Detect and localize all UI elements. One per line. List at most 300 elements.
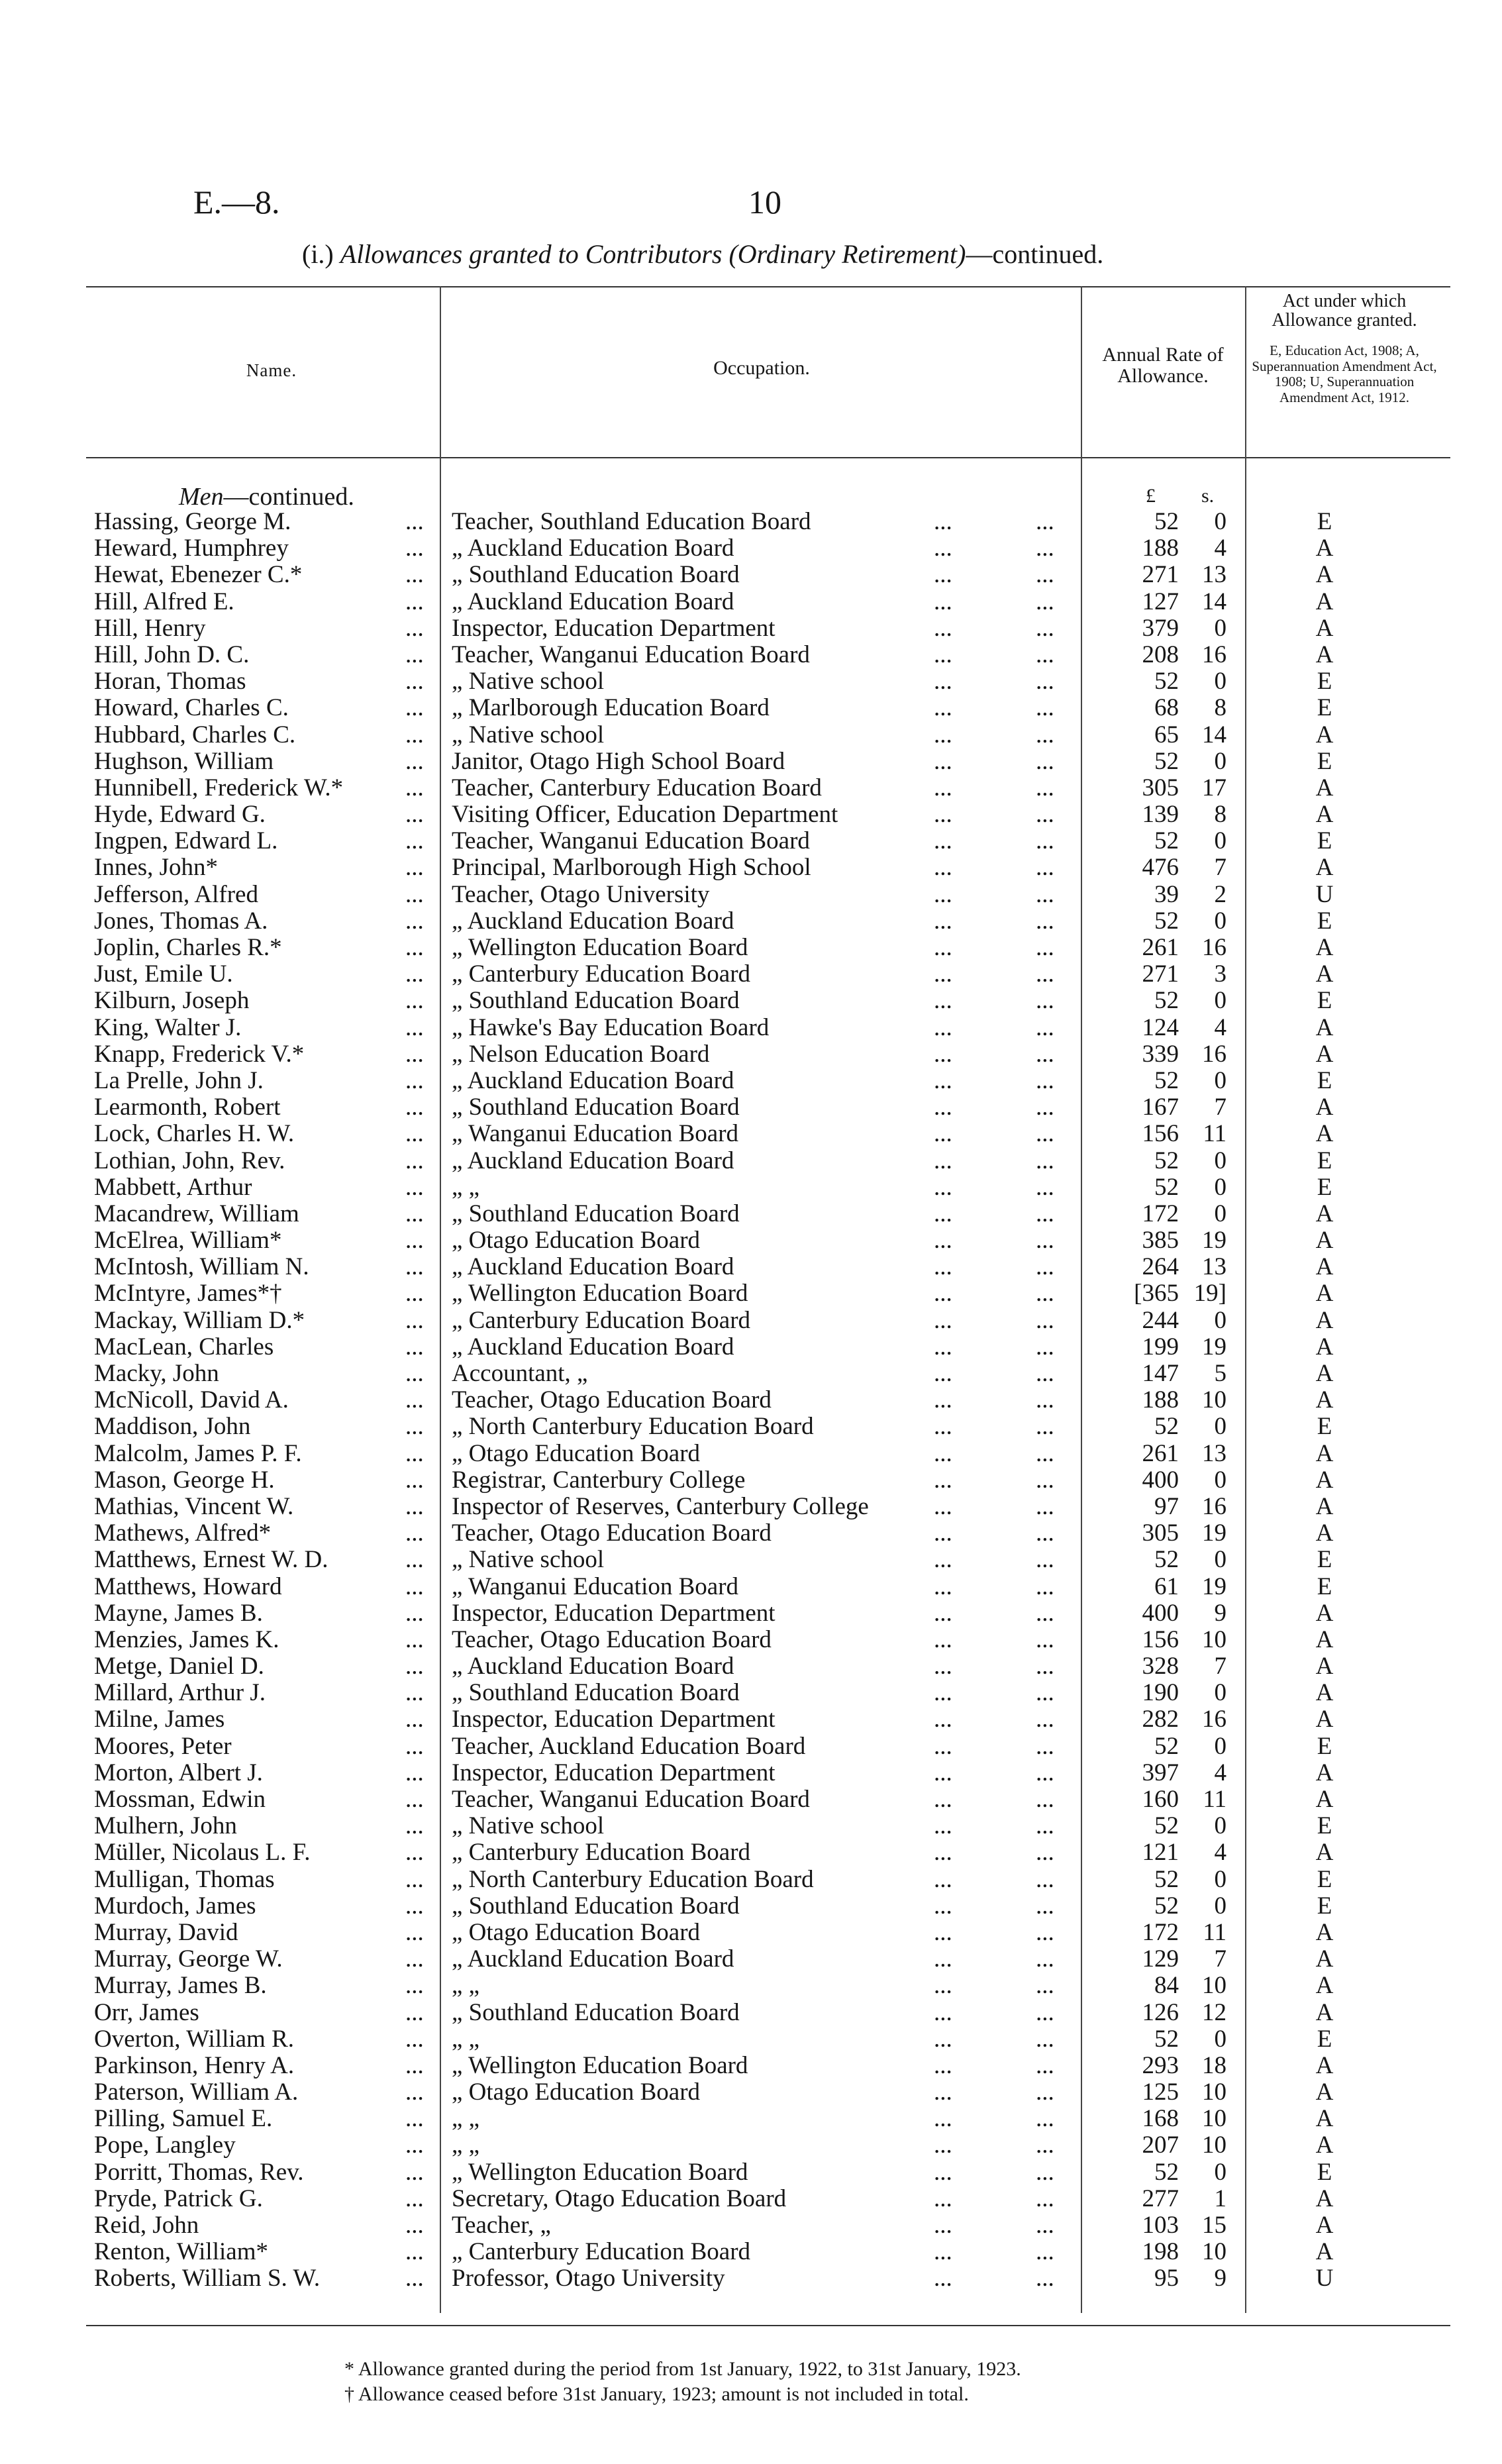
row-name: Maddison, John xyxy=(94,1413,251,1441)
column-header-occupation: Occupation. xyxy=(713,357,810,379)
row-act: A xyxy=(1315,641,1334,668)
row-name: MacLean, Charles xyxy=(94,1333,274,1360)
row-rate-shillings: 7 xyxy=(1214,854,1227,882)
leader-dots: ... xyxy=(1036,2051,1054,2079)
row-rate-shillings: 0 xyxy=(1214,1306,1227,1334)
row-rate-shillings: 4 xyxy=(1214,535,1227,562)
leader-dots: ... xyxy=(405,1998,424,2026)
row-name: Mulligan, Thomas xyxy=(94,1865,275,1893)
row-name: Heward, Humphrey xyxy=(94,535,289,562)
leader-dots: ... xyxy=(934,934,952,961)
leader-dots: ... xyxy=(405,1572,424,1600)
row-name: Hill, Alfred E. xyxy=(94,588,234,615)
row-rate-pounds: 52 xyxy=(1154,1147,1179,1174)
row-rate-pounds: 127 xyxy=(1142,588,1179,615)
row-act: U xyxy=(1315,880,1334,908)
row-rate-pounds: 400 xyxy=(1142,1466,1179,1494)
row-name: Overton, William R. xyxy=(94,2025,295,2053)
row-name: Mackay, William D.* xyxy=(94,1306,305,1334)
row-occupation: „ Native school xyxy=(452,668,605,695)
leader-dots: ... xyxy=(934,1147,952,1174)
row-name: Murray, David xyxy=(94,1918,238,1946)
report-reference: E.—8. xyxy=(193,183,280,221)
leader-dots: ... xyxy=(1036,1040,1054,1068)
row-rate-shillings: 0 xyxy=(1214,907,1227,935)
row-name: Porritt, Thomas, Rev. xyxy=(94,2158,304,2186)
row-rate-shillings: 4 xyxy=(1214,1839,1227,1867)
table-row xyxy=(0,2106,1502,2132)
table-body xyxy=(0,509,1502,2292)
table-row xyxy=(0,615,1502,642)
leader-dots: ... xyxy=(405,1227,424,1255)
leader-dots: ... xyxy=(405,880,424,908)
row-rate-shillings: 10 xyxy=(1202,1386,1227,1414)
row-name: Morton, Albert J. xyxy=(94,1759,263,1786)
table-row xyxy=(0,1360,1502,1387)
row-rate-pounds: 167 xyxy=(1142,1094,1179,1121)
row-rate-pounds: 198 xyxy=(1142,2238,1179,2266)
leader-dots: ... xyxy=(934,1918,952,1946)
leader-dots: ... xyxy=(1036,2079,1054,2106)
row-rate-shillings: 7 xyxy=(1214,1094,1227,1121)
table-row xyxy=(0,1547,1502,1573)
leader-dots: ... xyxy=(405,1066,424,1094)
table-row xyxy=(0,1520,1502,1547)
row-name: Jones, Thomas A. xyxy=(94,907,268,935)
leader-dots: ... xyxy=(1036,535,1054,562)
row-act: A xyxy=(1315,1945,1334,1973)
row-rate-pounds: 160 xyxy=(1142,1786,1179,1813)
row-occupation: „ Auckland Education Board xyxy=(452,1147,734,1174)
leader-dots: ... xyxy=(934,2238,952,2266)
row-occupation: „ Auckland Education Board xyxy=(452,1333,734,1360)
leader-dots: ... xyxy=(1036,1066,1054,1094)
row-rate-pounds: 52 xyxy=(1154,747,1179,775)
row-rate-pounds: 261 xyxy=(1142,934,1179,961)
leader-dots: ... xyxy=(934,2158,952,2186)
row-act: A xyxy=(1315,1280,1334,1308)
table-row xyxy=(0,2053,1502,2079)
row-name: Horan, Thomas xyxy=(94,668,246,695)
leader-dots: ... xyxy=(405,2212,424,2239)
table-row xyxy=(0,1334,1502,1360)
leader-dots: ... xyxy=(405,827,424,855)
leader-dots: ... xyxy=(934,1706,952,1733)
table-row xyxy=(0,882,1502,908)
row-rate-pounds: 52 xyxy=(1154,987,1179,1015)
leader-dots: ... xyxy=(934,1040,952,1068)
leader-dots: ... xyxy=(934,1653,952,1680)
table-row xyxy=(0,854,1502,881)
footnote-asterisk: * Allowance granted during the period from 1st January, 1922, to 31st January, 1923. xyxy=(344,2358,1021,2380)
leader-dots: ... xyxy=(1036,1519,1054,1547)
leader-dots: ... xyxy=(405,1732,424,1760)
row-occupation: „ Wanganui Education Board xyxy=(452,1120,739,1148)
leader-dots: ... xyxy=(405,2184,424,2212)
row-name: Renton, William* xyxy=(94,2238,268,2266)
row-rate-pounds: 385 xyxy=(1142,1227,1179,1255)
row-act: E xyxy=(1317,1173,1332,1201)
leader-dots: ... xyxy=(934,561,952,589)
row-act: A xyxy=(1315,1013,1334,1041)
table-row xyxy=(0,775,1502,801)
row-rate-pounds: 84 xyxy=(1154,1972,1179,2000)
row-rate-shillings: 16 xyxy=(1202,1040,1227,1068)
table-row xyxy=(0,1041,1502,1068)
row-occupation: „ „ xyxy=(452,1972,480,2000)
table-row xyxy=(0,1227,1502,1254)
row-rate-shillings: 15 xyxy=(1202,2212,1227,2239)
row-rate-shillings: 7 xyxy=(1214,1945,1227,1973)
row-act: A xyxy=(1315,2131,1334,2159)
row-name: Ingpen, Edward L. xyxy=(94,827,278,855)
row-act: E xyxy=(1317,907,1332,935)
leader-dots: ... xyxy=(1036,508,1054,535)
row-rate-shillings: 5 xyxy=(1214,1360,1227,1387)
leader-dots: ... xyxy=(934,2265,952,2292)
leader-dots: ... xyxy=(934,1732,952,1760)
leader-dots: ... xyxy=(934,1812,952,1840)
leader-dots: ... xyxy=(1036,1227,1054,1255)
row-rate-shillings: 14 xyxy=(1202,588,1227,615)
row-rate-pounds: 126 xyxy=(1142,1998,1179,2026)
row-occupation: „ Native school xyxy=(452,1812,605,1840)
leader-dots: ... xyxy=(405,1253,424,1281)
row-rate-shillings: 0 xyxy=(1214,1200,1227,1227)
row-rate-pounds: 68 xyxy=(1154,694,1179,722)
row-act: U xyxy=(1315,2265,1334,2292)
leader-dots: ... xyxy=(934,508,952,535)
table-row xyxy=(0,1706,1502,1733)
row-rate-pounds: [365 xyxy=(1134,1280,1179,1308)
table-row xyxy=(0,1893,1502,1920)
row-act: E xyxy=(1317,508,1332,535)
leader-dots: ... xyxy=(1036,1706,1054,1733)
row-rate-shillings: 10 xyxy=(1202,2105,1227,2133)
row-rate-pounds: 172 xyxy=(1142,1918,1179,1946)
row-rate-shillings: 11 xyxy=(1203,1120,1227,1148)
leader-dots: ... xyxy=(934,1013,952,1041)
caption-title: Allowances granted to Contributors (Ordinary Retirement) xyxy=(340,239,966,269)
row-occupation: „ Wellington Education Board xyxy=(452,2158,748,2186)
leader-dots: ... xyxy=(405,1280,424,1308)
row-rate-shillings: 0 xyxy=(1214,1466,1227,1494)
row-name: Mossman, Edwin xyxy=(94,1786,266,1813)
section-label-men: Men xyxy=(179,483,224,511)
row-act: E xyxy=(1317,668,1332,695)
row-occupation: „ Nelson Education Board xyxy=(452,1040,710,1068)
leader-dots: ... xyxy=(1036,1786,1054,1813)
leader-dots: ... xyxy=(1036,2212,1054,2239)
leader-dots: ... xyxy=(1036,1998,1054,2026)
leader-dots: ... xyxy=(934,694,952,722)
leader-dots: ... xyxy=(934,1972,952,2000)
leader-dots: ... xyxy=(1036,1439,1054,1467)
leader-dots: ... xyxy=(934,880,952,908)
row-rate-shillings: 8 xyxy=(1214,694,1227,722)
row-name: Pilling, Samuel E. xyxy=(94,2105,273,2133)
row-act: A xyxy=(1315,2184,1334,2212)
row-occupation: „ Southland Education Board xyxy=(452,1094,740,1121)
row-rate-shillings: 11 xyxy=(1203,1786,1227,1813)
row-rate-pounds: 125 xyxy=(1142,2079,1179,2106)
row-rate-pounds: 103 xyxy=(1142,2212,1179,2239)
row-rate-pounds: 188 xyxy=(1142,535,1179,562)
leader-dots: ... xyxy=(1036,1413,1054,1441)
table-row xyxy=(0,1733,1502,1760)
leader-dots: ... xyxy=(405,1147,424,1174)
row-rate-shillings: 0 xyxy=(1214,987,1227,1015)
leader-dots: ... xyxy=(405,774,424,801)
leader-dots: ... xyxy=(405,1839,424,1867)
row-rate-pounds: 305 xyxy=(1142,774,1179,801)
row-name: Mabbett, Arthur xyxy=(94,1173,252,1201)
leader-dots: ... xyxy=(405,1706,424,1733)
caption-suffix: —continued. xyxy=(966,239,1104,269)
row-act: A xyxy=(1315,1706,1334,1733)
leader-dots: ... xyxy=(1036,1572,1054,1600)
leader-dots: ... xyxy=(1036,2184,1054,2212)
leader-dots: ... xyxy=(934,668,952,695)
leader-dots: ... xyxy=(1036,1173,1054,1201)
row-occupation: „ Canterbury Education Board xyxy=(452,2238,751,2266)
table-row xyxy=(0,801,1502,828)
table-caption xyxy=(302,238,1229,270)
row-act: A xyxy=(1315,1200,1334,1227)
leader-dots: ... xyxy=(405,561,424,589)
row-rate-shillings: 19] xyxy=(1193,1280,1227,1308)
row-occupation: „ „ xyxy=(452,2131,480,2159)
row-act: A xyxy=(1315,1759,1334,1786)
row-act: A xyxy=(1315,1519,1334,1547)
leader-dots: ... xyxy=(1036,747,1054,775)
table-row xyxy=(0,1280,1502,1307)
leader-dots: ... xyxy=(405,2158,424,2186)
leader-dots: ... xyxy=(1036,588,1054,615)
leader-dots: ... xyxy=(934,2025,952,2053)
leader-dots: ... xyxy=(405,588,424,615)
row-occupation: Teacher, Southland Education Board xyxy=(452,508,811,535)
row-rate-shillings: 9 xyxy=(1214,1599,1227,1627)
leader-dots: ... xyxy=(1036,1546,1054,1574)
table-row xyxy=(0,1627,1502,1653)
row-act: A xyxy=(1315,934,1334,961)
table-row xyxy=(0,1148,1502,1174)
row-occupation: „ Wellington Education Board xyxy=(452,1280,748,1308)
leader-dots: ... xyxy=(405,1945,424,1973)
unit-pounds: £ xyxy=(1146,485,1156,507)
leader-dots: ... xyxy=(405,1759,424,1786)
row-name: Kilburn, Joseph xyxy=(94,987,250,1015)
table-row xyxy=(0,1121,1502,1147)
leader-dots: ... xyxy=(1036,694,1054,722)
table-row xyxy=(0,2026,1502,2053)
row-occupation: „ Native school xyxy=(452,1546,605,1574)
leader-dots: ... xyxy=(1036,1972,1054,2000)
row-occupation: Teacher, Otago Education Board xyxy=(452,1625,772,1653)
leader-dots: ... xyxy=(405,1360,424,1387)
leader-dots: ... xyxy=(934,1679,952,1707)
row-name: Reid, John xyxy=(94,2212,199,2239)
row-occupation: „ Auckland Education Board xyxy=(452,1945,734,1973)
row-rate-shillings: 10 xyxy=(1202,1625,1227,1653)
row-act: E xyxy=(1317,1147,1332,1174)
leader-dots: ... xyxy=(405,1120,424,1148)
row-rate-shillings: 16 xyxy=(1202,934,1227,961)
leader-dots: ... xyxy=(934,1094,952,1121)
row-act: A xyxy=(1315,2079,1334,2106)
row-occupation: „ Auckland Education Board xyxy=(452,535,734,562)
row-name: King, Walter J. xyxy=(94,1013,242,1041)
row-rate-pounds: 244 xyxy=(1142,1306,1179,1334)
table-row xyxy=(0,2132,1502,2159)
table-row xyxy=(0,1068,1502,1094)
row-rate-shillings: 18 xyxy=(1202,2051,1227,2079)
row-occupation: Teacher, Wanganui Education Board xyxy=(452,827,810,855)
row-act: E xyxy=(1317,827,1332,855)
leader-dots: ... xyxy=(934,1253,952,1281)
leader-dots: ... xyxy=(934,1173,952,1201)
leader-dots: ... xyxy=(934,1492,952,1520)
table-row xyxy=(0,1494,1502,1520)
table-row xyxy=(0,2265,1502,2292)
table-row xyxy=(0,589,1502,615)
row-act: E xyxy=(1317,1572,1332,1600)
row-occupation: Teacher, „ xyxy=(452,2212,551,2239)
row-act: E xyxy=(1317,1413,1332,1441)
row-rate-shillings: 2 xyxy=(1214,880,1227,908)
row-rate-pounds: 199 xyxy=(1142,1333,1179,1360)
row-name: Mathews, Alfred* xyxy=(94,1519,272,1547)
row-act: A xyxy=(1315,721,1334,748)
leader-dots: ... xyxy=(934,1227,952,1255)
leader-dots: ... xyxy=(934,1625,952,1653)
row-rate-shillings: 8 xyxy=(1214,801,1227,829)
row-act: A xyxy=(1315,1094,1334,1121)
row-name: Hassing, George M. xyxy=(94,508,291,535)
row-rate-shillings: 0 xyxy=(1214,508,1227,535)
row-rate-pounds: 282 xyxy=(1142,1706,1179,1733)
row-rate-pounds: 52 xyxy=(1154,2025,1179,2053)
leader-dots: ... xyxy=(405,508,424,535)
table-row xyxy=(0,668,1502,695)
leader-dots: ... xyxy=(1036,1306,1054,1334)
leader-dots: ... xyxy=(1036,1120,1054,1148)
row-name: McIntyre, James*† xyxy=(94,1280,282,1308)
table-row xyxy=(0,748,1502,775)
leader-dots: ... xyxy=(405,2051,424,2079)
leader-dots: ... xyxy=(1036,960,1054,988)
row-occupation: „ Southland Education Board xyxy=(452,561,740,589)
table-row xyxy=(0,2000,1502,2026)
table-row xyxy=(0,1441,1502,1467)
row-rate-shillings: 16 xyxy=(1202,1492,1227,1520)
table-row xyxy=(0,642,1502,668)
table-row xyxy=(0,2159,1502,2186)
leader-dots: ... xyxy=(405,2105,424,2133)
column-header-act: Act under which Allowance granted. xyxy=(1272,291,1417,331)
leader-dots: ... xyxy=(1036,774,1054,801)
row-occupation: „ Otago Education Board xyxy=(452,1227,701,1255)
leader-dots: ... xyxy=(1036,2158,1054,2186)
leader-dots: ... xyxy=(934,1466,952,1494)
row-rate-pounds: 129 xyxy=(1142,1945,1179,1973)
table-row xyxy=(0,1920,1502,1946)
table-row xyxy=(0,2239,1502,2265)
row-rate-shillings: 13 xyxy=(1202,561,1227,589)
row-rate-shillings: 0 xyxy=(1214,1413,1227,1441)
row-act: A xyxy=(1315,1653,1334,1680)
leader-dots: ... xyxy=(934,960,952,988)
row-act: A xyxy=(1315,1972,1334,2000)
row-rate-pounds: 207 xyxy=(1142,2131,1179,2159)
leader-dots: ... xyxy=(934,1306,952,1334)
row-occupation: „ Otago Education Board xyxy=(452,2079,701,2106)
row-act: A xyxy=(1315,2212,1334,2239)
row-occupation: Inspector, Education Department xyxy=(452,1759,776,1786)
leader-dots: ... xyxy=(405,694,424,722)
row-act: A xyxy=(1315,1679,1334,1707)
row-rate-pounds: 52 xyxy=(1154,508,1179,535)
row-rate-pounds: 277 xyxy=(1142,2184,1179,2212)
row-rate-pounds: 190 xyxy=(1142,1679,1179,1707)
section-label-suffix: —continued. xyxy=(223,483,354,511)
row-occupation: „ „ xyxy=(452,1173,480,1201)
leader-dots: ... xyxy=(405,1972,424,2000)
row-rate-shillings: 19 xyxy=(1202,1519,1227,1547)
leader-dots: ... xyxy=(1036,1653,1054,1680)
row-occupation: „ Native school xyxy=(452,721,605,748)
row-name: Hill, Henry xyxy=(94,614,206,642)
leader-dots: ... xyxy=(405,535,424,562)
leader-dots: ... xyxy=(934,1333,952,1360)
leader-dots: ... xyxy=(405,747,424,775)
table-row xyxy=(0,1760,1502,1786)
row-name: La Prelle, John J. xyxy=(94,1066,264,1094)
row-name: Murdoch, James xyxy=(94,1892,256,1920)
row-occupation: Teacher, Canterbury Education Board xyxy=(452,774,822,801)
leader-dots: ... xyxy=(1036,1280,1054,1308)
row-name: Mathias, Vincent W. xyxy=(94,1492,294,1520)
row-rate-pounds: 52 xyxy=(1154,1173,1179,1201)
row-rate-pounds: 139 xyxy=(1142,801,1179,829)
leader-dots: ... xyxy=(934,2051,952,2079)
table-row xyxy=(0,1094,1502,1121)
act-legend: E, Education Act, 1908; A, Superannuation Amendment Act, 1908; U, Superannuation Amendment Act, 1912. xyxy=(1252,342,1437,405)
row-rate-pounds: 261 xyxy=(1142,1439,1179,1467)
table-row xyxy=(0,935,1502,961)
row-name: Parkinson, Henry A. xyxy=(94,2051,295,2079)
row-name: Lock, Charles H. W. xyxy=(94,1120,295,1148)
leader-dots: ... xyxy=(1036,721,1054,748)
row-act: A xyxy=(1315,2051,1334,2079)
row-occupation: „ Southland Education Board xyxy=(452,1892,740,1920)
table-row xyxy=(0,1574,1502,1600)
row-rate-shillings: 1 xyxy=(1214,2184,1227,2212)
leader-dots: ... xyxy=(405,1466,424,1494)
row-rate-pounds: 52 xyxy=(1154,1066,1179,1094)
leader-dots: ... xyxy=(405,1546,424,1574)
row-rate-shillings: 12 xyxy=(1202,1998,1227,2026)
row-rate-shillings: 0 xyxy=(1214,1066,1227,1094)
leader-dots: ... xyxy=(934,1892,952,1920)
row-act: A xyxy=(1315,1998,1334,2026)
leader-dots: ... xyxy=(405,1413,424,1441)
leader-dots: ... xyxy=(405,1040,424,1068)
leader-dots: ... xyxy=(1036,1386,1054,1414)
row-rate-pounds: 147 xyxy=(1142,1360,1179,1387)
leader-dots: ... xyxy=(405,614,424,642)
